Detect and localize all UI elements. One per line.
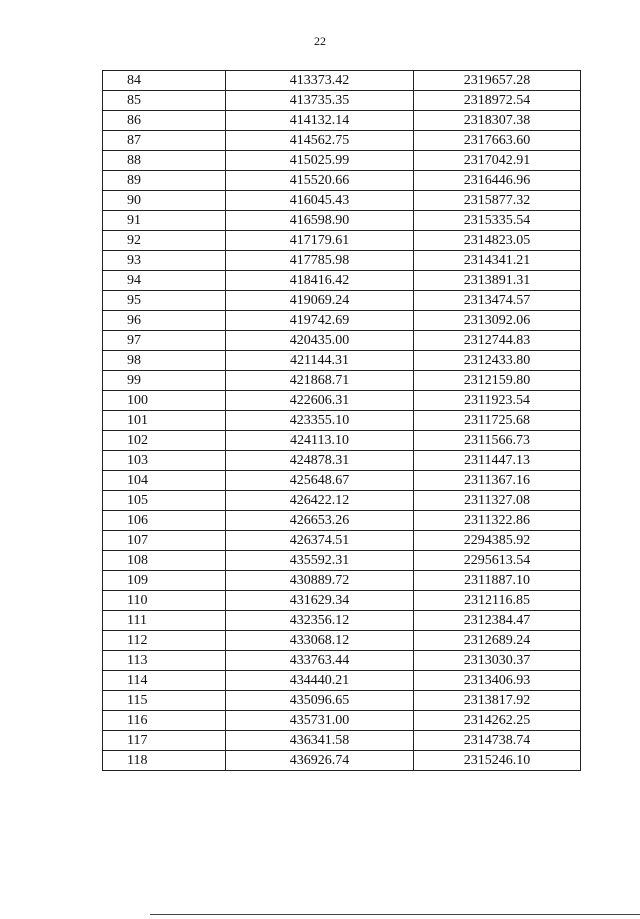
table-row: [103, 391, 581, 411]
table-row: [103, 511, 581, 531]
y-coordinate-cell: 2317042.91: [414, 151, 581, 171]
x-coordinate-cell: 426653.26: [226, 511, 414, 531]
x-coordinate-cell: 421144.31: [226, 351, 414, 371]
table-row: [103, 591, 581, 611]
y-coordinate-cell: 2311566.73: [414, 431, 581, 451]
y-coordinate-cell: 2318307.38: [414, 111, 581, 131]
table-row: [103, 111, 581, 131]
y-coordinate-cell: 2311367.16: [414, 471, 581, 491]
table-row: [103, 131, 581, 151]
y-coordinate-cell: 2315246.10: [414, 751, 581, 771]
x-coordinate-cell: 435592.31: [226, 551, 414, 571]
table-row: [103, 91, 581, 111]
point-number-cell: 90: [103, 191, 226, 211]
x-coordinate-cell: 423355.10: [226, 411, 414, 431]
table-row: [103, 651, 581, 671]
y-coordinate-cell: 2313817.92: [414, 691, 581, 711]
y-coordinate-cell: 2312689.24: [414, 631, 581, 651]
x-coordinate-cell: 433068.12: [226, 631, 414, 651]
x-coordinate-cell: 413373.42: [226, 71, 414, 91]
y-coordinate-cell: 2313891.31: [414, 271, 581, 291]
table-row: [103, 291, 581, 311]
y-coordinate-cell: 2318972.54: [414, 91, 581, 111]
point-number-cell: 84: [103, 71, 226, 91]
y-coordinate-cell: 2315335.54: [414, 211, 581, 231]
x-coordinate-cell: 435096.65: [226, 691, 414, 711]
point-number-cell: 108: [103, 551, 226, 571]
point-number-cell: 114: [103, 671, 226, 691]
x-coordinate-cell: 418416.42: [226, 271, 414, 291]
table-row: [103, 571, 581, 591]
point-number-cell: 89: [103, 171, 226, 191]
table-row: [103, 691, 581, 711]
x-coordinate-cell: 431629.34: [226, 591, 414, 611]
x-coordinate-cell: 419069.24: [226, 291, 414, 311]
coordinate-table: [102, 70, 581, 771]
x-coordinate-cell: 430889.72: [226, 571, 414, 591]
y-coordinate-cell: 2311725.68: [414, 411, 581, 431]
point-number-cell: 93: [103, 251, 226, 271]
y-coordinate-cell: 2312116.85: [414, 591, 581, 611]
table-row: [103, 331, 581, 351]
x-coordinate-cell: 426374.51: [226, 531, 414, 551]
point-number-cell: 111: [103, 611, 226, 631]
point-number-cell: 101: [103, 411, 226, 431]
point-number-cell: 109: [103, 571, 226, 591]
x-coordinate-cell: 414132.14: [226, 111, 414, 131]
point-number-cell: 113: [103, 651, 226, 671]
y-coordinate-cell: 2313030.37: [414, 651, 581, 671]
x-coordinate-cell: 416598.90: [226, 211, 414, 231]
table-row: [103, 71, 581, 91]
point-number-cell: 87: [103, 131, 226, 151]
x-coordinate-cell: 433763.44: [226, 651, 414, 671]
point-number-cell: 91: [103, 211, 226, 231]
point-number-cell: 106: [103, 511, 226, 531]
table-row: [103, 211, 581, 231]
table-row: [103, 671, 581, 691]
point-number-cell: 95: [103, 291, 226, 311]
y-coordinate-cell: 2313474.57: [414, 291, 581, 311]
x-coordinate-cell: 422606.31: [226, 391, 414, 411]
y-coordinate-cell: 2311327.08: [414, 491, 581, 511]
y-coordinate-cell: 2311887.10: [414, 571, 581, 591]
table-row: [103, 611, 581, 631]
table-row: [103, 631, 581, 651]
y-coordinate-cell: 2312159.80: [414, 371, 581, 391]
point-number-cell: 118: [103, 751, 226, 771]
table-row: [103, 531, 581, 551]
x-coordinate-cell: 425648.67: [226, 471, 414, 491]
page-number: 22: [314, 34, 326, 48]
y-coordinate-cell: 2317663.60: [414, 131, 581, 151]
x-coordinate-cell: 424878.31: [226, 451, 414, 471]
x-coordinate-cell: 413735.35: [226, 91, 414, 111]
x-coordinate-cell: 420435.00: [226, 331, 414, 351]
table-row: [103, 151, 581, 171]
point-number-cell: 107: [103, 531, 226, 551]
table-row: [103, 731, 581, 751]
y-coordinate-cell: 2312433.80: [414, 351, 581, 371]
y-coordinate-cell: 2313406.93: [414, 671, 581, 691]
point-number-cell: 96: [103, 311, 226, 331]
point-number-cell: 112: [103, 631, 226, 651]
point-number-cell: 100: [103, 391, 226, 411]
y-coordinate-cell: 2311923.54: [414, 391, 581, 411]
y-coordinate-cell: 2313092.06: [414, 311, 581, 331]
point-number-cell: 116: [103, 711, 226, 731]
table-body: [103, 71, 581, 771]
table-row: [103, 251, 581, 271]
y-coordinate-cell: 2314341.21: [414, 251, 581, 271]
point-number-cell: 117: [103, 731, 226, 751]
x-coordinate-cell: 415025.99: [226, 151, 414, 171]
point-number-cell: 92: [103, 231, 226, 251]
table-row: [103, 371, 581, 391]
table-row: [103, 471, 581, 491]
point-number-cell: 102: [103, 431, 226, 451]
x-coordinate-cell: 419742.69: [226, 311, 414, 331]
y-coordinate-cell: 2295613.54: [414, 551, 581, 571]
point-number-cell: 104: [103, 471, 226, 491]
point-number-cell: 110: [103, 591, 226, 611]
x-coordinate-cell: 414562.75: [226, 131, 414, 151]
x-coordinate-cell: 421868.71: [226, 371, 414, 391]
table-row: [103, 551, 581, 571]
x-coordinate-cell: 424113.10: [226, 431, 414, 451]
point-number-cell: 115: [103, 691, 226, 711]
table-row: [103, 191, 581, 211]
y-coordinate-cell: 2312744.83: [414, 331, 581, 351]
table-row: [103, 411, 581, 431]
table-row: [103, 451, 581, 471]
table-row: [103, 711, 581, 731]
point-number-cell: 105: [103, 491, 226, 511]
table-row: [103, 351, 581, 371]
table-row: [103, 751, 581, 771]
table-row: [103, 271, 581, 291]
x-coordinate-cell: 432356.12: [226, 611, 414, 631]
point-number-cell: 86: [103, 111, 226, 131]
table-row: [103, 491, 581, 511]
x-coordinate-cell: 417785.98: [226, 251, 414, 271]
y-coordinate-cell: 2311447.13: [414, 451, 581, 471]
y-coordinate-cell: 2314262.25: [414, 711, 581, 731]
y-coordinate-cell: 2294385.92: [414, 531, 581, 551]
page-bottom-rule: [150, 914, 640, 915]
point-number-cell: 99: [103, 371, 226, 391]
x-coordinate-cell: 426422.12: [226, 491, 414, 511]
y-coordinate-cell: 2316446.96: [414, 171, 581, 191]
point-number-cell: 103: [103, 451, 226, 471]
x-coordinate-cell: 417179.61: [226, 231, 414, 251]
x-coordinate-cell: 436341.58: [226, 731, 414, 751]
y-coordinate-cell: 2319657.28: [414, 71, 581, 91]
y-coordinate-cell: 2314823.05: [414, 231, 581, 251]
y-coordinate-cell: 2312384.47: [414, 611, 581, 631]
x-coordinate-cell: 435731.00: [226, 711, 414, 731]
x-coordinate-cell: 416045.43: [226, 191, 414, 211]
x-coordinate-cell: 436926.74: [226, 751, 414, 771]
y-coordinate-cell: 2311322.86: [414, 511, 581, 531]
point-number-cell: 98: [103, 351, 226, 371]
point-number-cell: 85: [103, 91, 226, 111]
y-coordinate-cell: 2315877.32: [414, 191, 581, 211]
point-number-cell: 97: [103, 331, 226, 351]
y-coordinate-cell: 2314738.74: [414, 731, 581, 751]
table-row: [103, 171, 581, 191]
table-row: [103, 311, 581, 331]
point-number-cell: 88: [103, 151, 226, 171]
table-row: [103, 431, 581, 451]
table-row: [103, 231, 581, 251]
point-number-cell: 94: [103, 271, 226, 291]
x-coordinate-cell: 415520.66: [226, 171, 414, 191]
x-coordinate-cell: 434440.21: [226, 671, 414, 691]
